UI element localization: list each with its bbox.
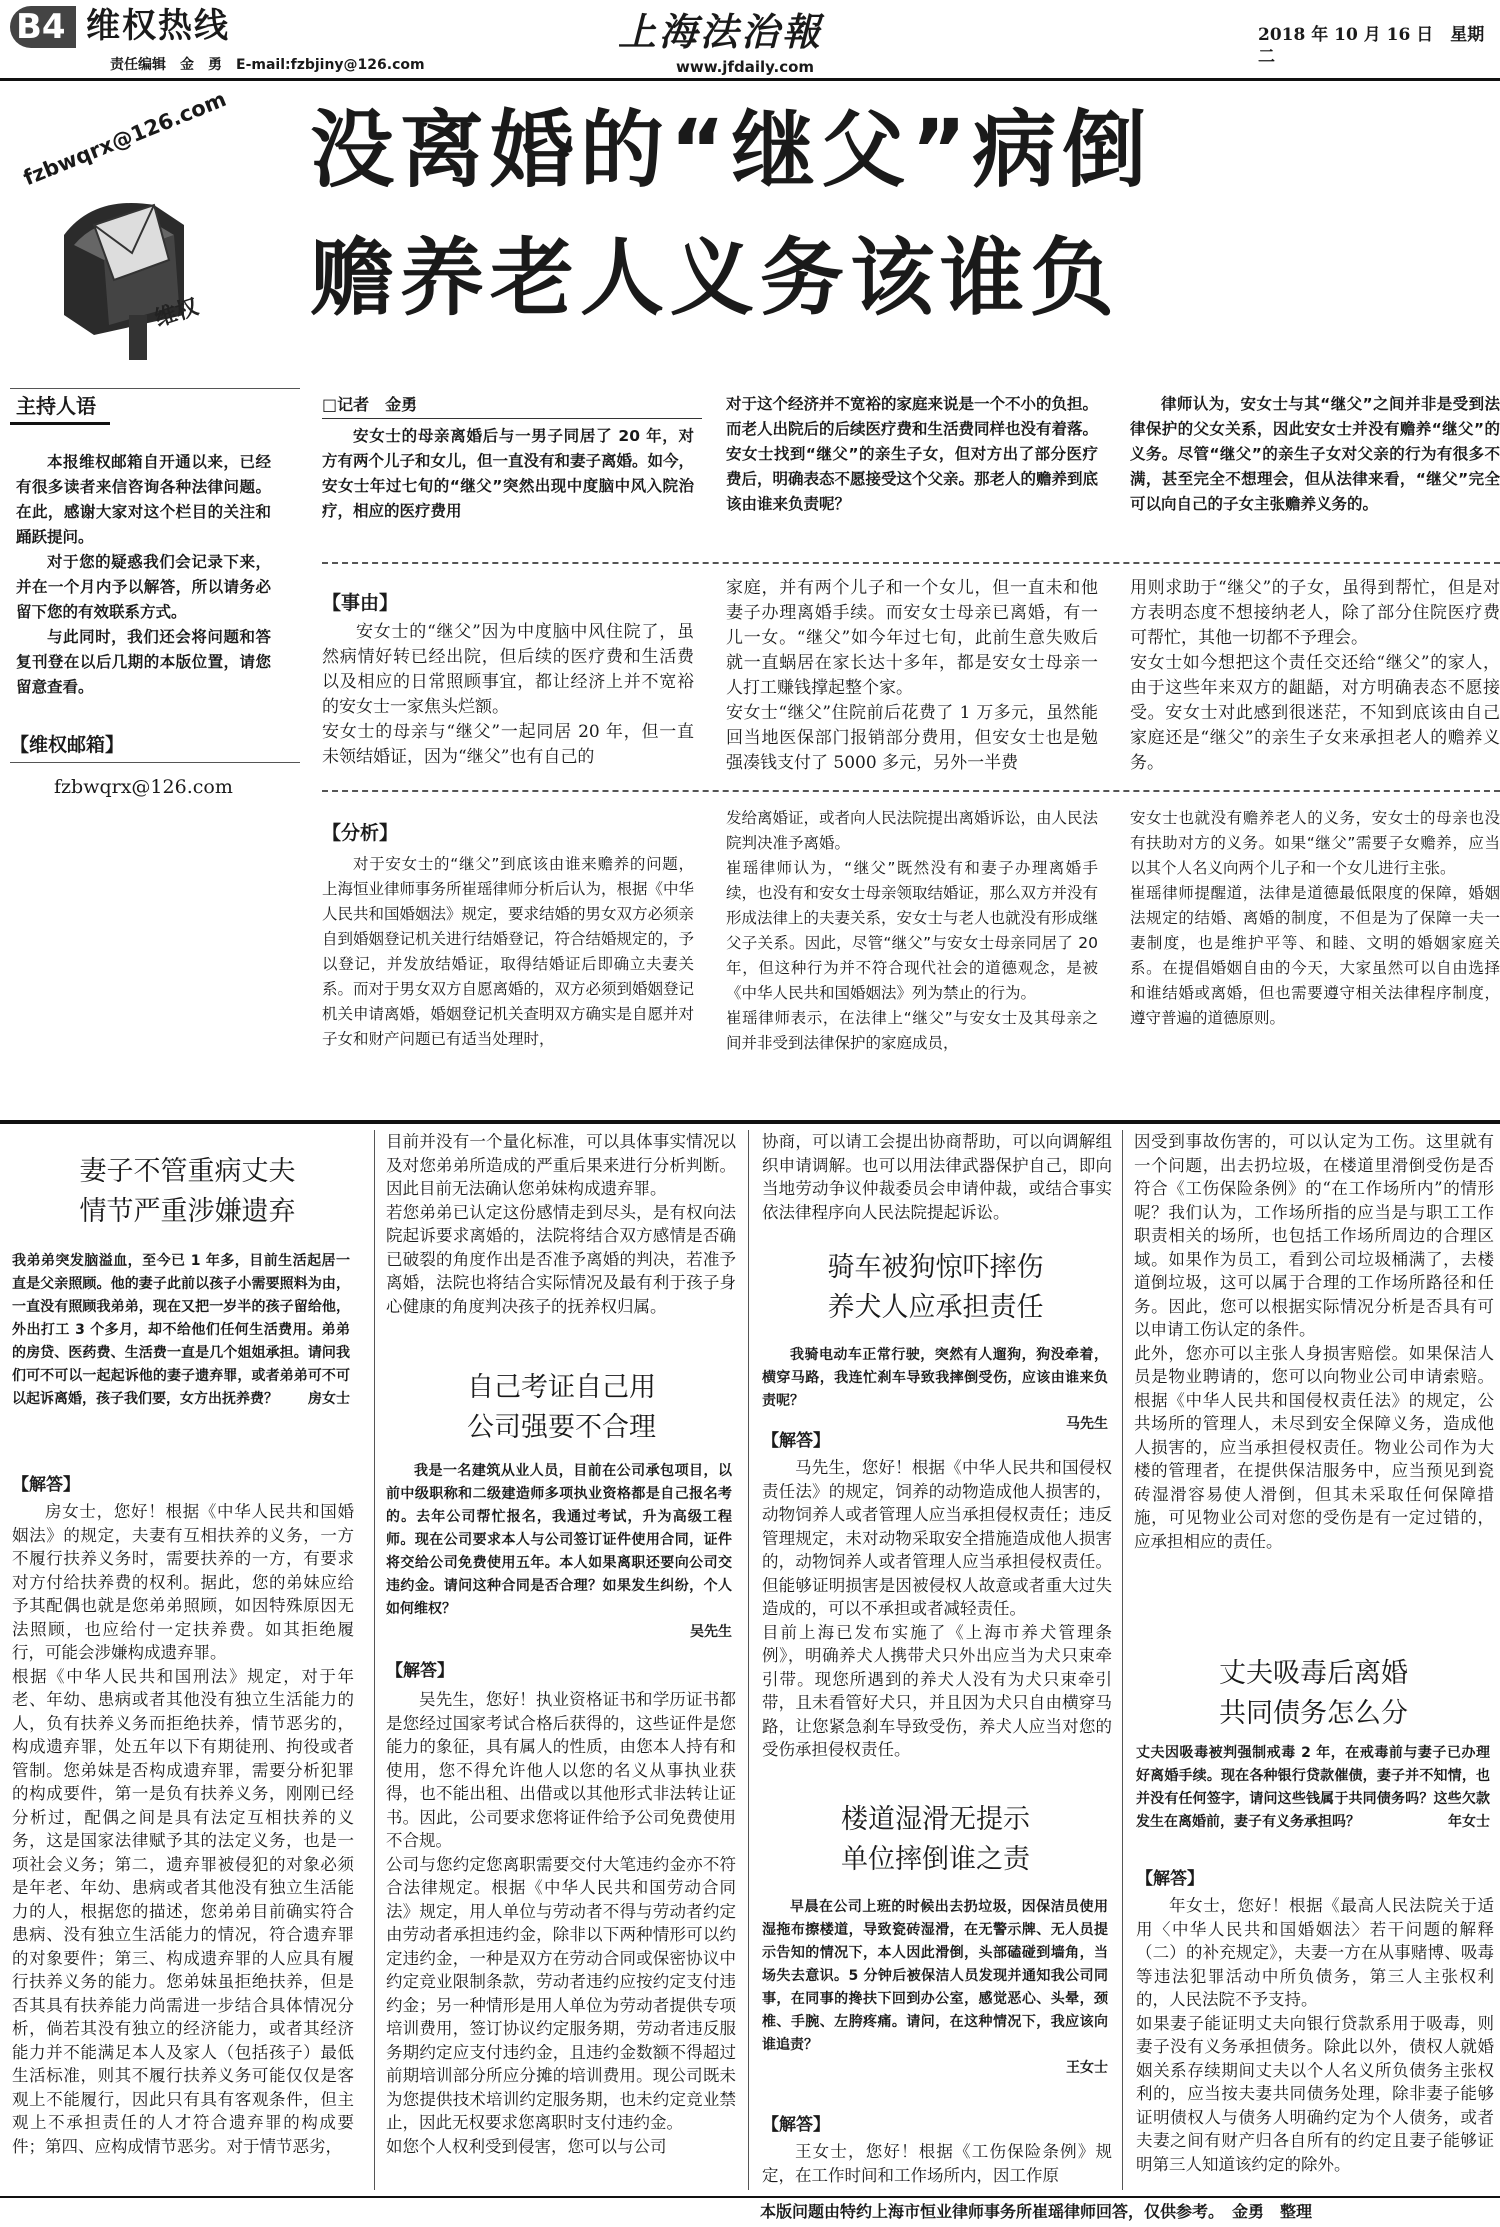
article3-question	[762, 1344, 1108, 1436]
article1-answer-label: 【解答】	[12, 1475, 80, 1495]
editor-line: 责任编辑 金 勇 E-mail:fzbjiny@126.com	[110, 57, 425, 73]
mailbox-email: fzbwqrx@126.com	[54, 776, 233, 798]
fenxi-col2	[726, 806, 1098, 1056]
host-p1: 本报维权邮箱自开通以来，已经有很多读者来信咨询各种法律问题。在此，感谢大家对这个栏目的关注和踊跃提问。	[16, 453, 271, 546]
article5-title: 丈夫吸毒后离婚 共同债务怎么分	[1219, 1658, 1408, 1729]
article2-answer-cont: 协商，可以请工会提出协商帮助，可以向调解组织申请调解。也可以用法律武器保护自己，即向当地劳动争议仲裁委员会申请仲裁，或结合事实依法律程序向人民法院提起诉讼。	[762, 1132, 1112, 1222]
article5-answer-label: 【解答】	[1136, 1869, 1204, 1889]
fenxi-col1-text: 对于安女士的“继父”到底该由谁来赡养的问题，上海恒业律师事务所崔瑶律师分析后认为，根据《中华人民共和国婚姻法》规定，要求结婚的男女双方必须亲自到婚姻登记机关进行结婚登记，符合结婚规定的，予以登记，并发放结婚证，取得结婚证后即确立夫妻关系。而对于男女双方自愿离婚的，双方必须到婚姻登记机关申请离婚，婚姻登记机关查明双方确实是自愿并对子女和财产问题已有适当处理时，	[322, 855, 695, 1048]
article3-signature: 马先生	[1066, 1416, 1108, 1432]
article1-question-text: 我弟弟突发脑溢血，至今已 1 年多，目前生活起居一直是父亲照顾。他的妻子此前以孩子小需要照料为由，一直没有照顾我弟弟，现在又把一岁半的孩子留给他，外出打工 3 个多月，却不给他们任何生活费用。弟弟的房贷、医药费、生活费一直是几个姐姐承担。请问我们可不可以一起起诉他的妻子遗弃罪，或者弟弟可不可以起诉离婚，孩子我们要，女方出抚养费？	[12, 1253, 350, 1407]
article1-question	[12, 1250, 350, 1411]
headline-line1: 没离婚的“继父”病倒	[310, 101, 1153, 199]
section-title: 维权热线	[86, 6, 230, 46]
mailbox-title-underline	[10, 762, 300, 763]
article1-answer-cont: 目前并没有一个量化标准，可以具体事实情况以及对您弟弟所造成的严重后果来进行分析判断。因此目前无法确认您弟妹构成遗弃罪。 若您弟弟已认定这份感情走到尽头，是有权向法院起诉要求离婚的，法院将结合双方感情是否确已破裂的角度作出是否准予离婚的判决，若准予离婚，法院也将结合实际情况及最有利于孩子身心健康的角度判决孩子的抚养权归属。	[386, 1132, 736, 1316]
article4-title: 楼道湿滑无提示 单位摔倒谁之责	[841, 1804, 1030, 1875]
shiyou-label: 【事由】	[322, 592, 399, 614]
article5-question	[1136, 1742, 1490, 1834]
article5-answer: 年女士，您好！根据《最高人民法院关于适用〈中华人民共和国婚姻法〉若干问题的解释（二）的补充规定》，夫妻一方在从事赌博、吸毒等违法犯罪活动中所负债务，第三人主张权利的，人民法院不予支持。 如果妻子能证明丈夫向银行贷款系用于吸毒，则妻子没有义务承担债务。除此以外，债权人就婚姻关系存续期间丈夫以个人名义所负债务主张权利的，应当按夫妻共同债务处理，除非妻子能够证明债权人与债务人明确约定为个人债务，或者夫妻之间有财产归各自所有的约定且妻子能够证明第三人知道该约定的除外。	[1136, 1896, 1494, 2174]
col-divider-3	[1122, 1130, 1123, 2190]
page-badge-text: B4	[16, 7, 66, 47]
article3-answer: 马先生，您好！根据《中华人民共和国侵权责任法》的规定，饲养的动物造成他人损害的，动物饲养人或者管理人应当承担侵权责任；违反管理规定，未对动物采取安全措施造成他人损害的，动物饲养人或者管理人应当承担侵权责任。但能够证明损害是因被侵权人故意或者重大过失造成的，可以不承担或者减轻责任。 目前上海已发布实施了《上海市养犬管理条例》，明确养犬人携带犬只外出应当为犬只束牵引带。现您所遇到的养犬人没有为犬只束牵引带，且未看管好犬只，并且因为犬只自由横穿马路，让您紧急刹车导致受伤，养犬人应当对您的受伤承担侵权责任。	[762, 1458, 1112, 1759]
article2-answer: 吴先生，您好！执业资格证书和学历证书都是您经过国家考试合格后获得的，这些证件是您能力的象征，具有属人的性质，由您本人持有和使用，您不得允许他人以您的名义从事执业获得，也不能出租、出借或以其他形式非法转让证书。因此，公司要求您将证件给予公司免费使用不合规。 公司与您约定您离职需要交付大笔违约金亦不符合法律规定。根据《中华人民共和国劳动合同法》规定，用人单位与劳动者不得与劳动者约定由劳动者承担违约金，除非以下两种情形可以约定违约金，一种是双方在劳动合同或保密协议中约定竞业限制条款，劳动者违约应按约定支付违约金；另一种情形是用人单位为劳动者提供专项培训费用，签订协议约定服务期，劳动者违反服务期约定应支付违约金，且违约金数额不得超过前期培训部分所应分摊的培训费用。现公司既未为您提供技术培训约定服务期，也未约定竞业禁止，因此无权要求您离职时支付违约金。 如您个人权利受到侵害，您可以与公司	[386, 1690, 736, 2156]
host-title-underline	[10, 422, 110, 425]
host-title: 主持人语	[16, 394, 96, 418]
fenxi-col3-text: 安女士也就没有赡养老人的义务，安女士的母亲也没有扶助对方的义务。如果“继父”需要子女赡养，应当以其个人名义向两个儿子和一个女儿进行主张。 崔瑶律师提醒道，法律是道德最低限度的保障，婚姻法规定的结婚、离婚的制度，不但是为了保障一夫一妻制度，也是维护平等、和睦、文明的婚姻家庭关系。在提倡婚姻自由的今天，大家虽然可以自由选择和谁结婚或离婚，但也需要遵守相关法律程序制度，遵守普遍的道德原则。	[1130, 809, 1500, 1027]
mailbox-title: 【维权邮箱】	[10, 734, 125, 756]
article4-question	[762, 1896, 1108, 2080]
host-p3: 与此同时，我们还会将问题和答复刊登在以后几期的本版位置，请您留意查看。	[16, 628, 271, 696]
shiyou-col3-text: 用则求助于“继父”的子女，虽得到帮忙，但是对方表明态度不想接纳老人，除了部分住院医疗费可帮忙，其他一切都不予理会。 安女士如今想把这个责任交还给“继父”的家人，由于这些年来双方的龃龉，对方明确表态不愿接受。安女士对此感到很迷茫，不知到底该由自己家庭还是“继父”的亲生子女来承担老人的赡养义务。	[1130, 578, 1500, 773]
host-top-rule	[10, 388, 300, 389]
mailbox-email-text: fzbwqrx@126.com	[20, 86, 230, 191]
article3-title: 骑车被狗惊吓摔伤 养犬人应承担责任	[827, 1252, 1044, 1323]
article1-answer: 房女士，您好！根据《中华人民共和国婚姻法》的规定，夫妻有互相扶养的义务，一方不履行扶养义务时，需要扶养的一方，有要求对方付给扶养费的权利。据此，您的弟妹应给予其配偶也就是您弟弟照顾，如因特殊原因无法照顾，也应给付一定扶养费。如其拒绝履行，可能会涉嫌构成遗弃罪。 根据《中华人民共和国刑法》规定，对于年老、年幼、患病或者其他没有独立生活能力的人，负有扶养义务而拒绝扶养，情节恶劣的，构成遗弃罪，处五年以下有期徒刑、拘役或者管制。您弟妹是否构成遗弃罪，需要分析犯罪的构成要件，第一是负有扶养义务，刚刚已经分析过，配偶之间是具有法定互相扶养的义务，这是国家法律赋予其的法定义务，也是一项社会义务；第二，遗弃罪被侵犯的对象必须是年老、年幼、患病或者其他没有独立生活能力的人，根据您的描述，您弟弟目前确实符合患病、没有独立生活能力的情况，符合遗弃罪的对象要件；第三、构成遗弃罪的人应具有履行扶养义务的能力。您弟妹虽拒绝扶养，但是否其具有扶养能力尚需进一步结合具体情况分析，倘若其没有独立的经济能力，或者其经济能力并不能满足本人及家人（包括孩子）最低生活标准，则其不履行扶养义务可能仅仅是客观上不能履行，因此只有具有客观条件，但主观上不承担责任的人才符合遗弃罪的构成要件；第四、应构成情节恶劣。对于情节恶劣，	[12, 1502, 354, 2156]
footer-note: 本版问题由特约上海市恒业律师事务所崔瑶律师回答，仅供参考。 金勇 整理	[760, 2202, 1313, 2221]
article2-title: 自己考证自己用 公司强要不合理	[467, 1372, 656, 1443]
article4-answer-cont: 因受到事故伤害的，可以认定为工伤。这里就有一个问题，出去扔垃圾，在楼道里滑倒受伤是否符合《工伤保险条例》的“在工作场所内”的情形呢？我们认为，工作场所指的应当是与职工工作职责相关的场所，也包括工作场所周边的合理区域。如果作为员工，看到公司垃圾桶满了，去楼道倒垃圾，这可以属于合理的工作场所路径和任务。因此，您可以根据实际情况分析是否具有可以申请工伤认定的条件。 此外，您亦可以主张人身损害赔偿。如果保洁人员是物业聘请的，您可以向物业公司申请索赔。根据《中华人民共和国侵权责任法》的规定，公共场所的管理人，未尽到安全保障义务，造成他人损害的，应当承担侵权责任。物业公司作为大楼的管理者，在提供保洁服务中，应当预见到瓷砖湿滑容易使人滑倒，但其未采取任何保障措施，可见物业公司对您的受伤是有一定过错的，应承担相应的责任。	[1134, 1132, 1494, 1551]
issue-date: 2018 年 10 月 16 日 星期二	[1258, 25, 1485, 67]
article5-signature: 年女士	[1448, 1814, 1490, 1830]
byline-rule	[322, 418, 702, 419]
main-divider	[0, 1120, 1500, 1124]
article2-signature: 吴先生	[690, 1624, 732, 1640]
lead-col1: 安女士的母亲离婚后与一男子同居了 20 年，对方有两个儿子和女儿，但一直没有和妻子离婚。如今，安女士年过七旬的“继父”突然出现中度脑中风入院治疗，相应的医疗费用	[322, 427, 695, 520]
fenxi-col1	[322, 852, 694, 1052]
fenxi-label: 【分析】	[322, 822, 399, 844]
col-divider-2	[748, 1130, 749, 2190]
shiyou-divider	[322, 790, 1500, 792]
fenxi-col3	[1130, 806, 1500, 1031]
lead-col2: 对于这个经济并不宽裕的家庭来说是一个不小的负担。而老人出院后的后续医疗费和生活费同样也没有着落。安女士找到“继父”的亲生子女，但对方出了部分医疗费后，明确表态不愿接受这个父亲。那老人的赡养到底该由谁来负责呢？	[726, 395, 1099, 513]
page-badge	[10, 6, 76, 48]
col-divider-1	[374, 1130, 375, 2190]
shiyou-col3	[1130, 576, 1500, 776]
mailbox-icon	[34, 165, 234, 365]
byline: □记者 金勇	[322, 395, 418, 414]
article5-question-text: 丈夫因吸毒被判强制戒毒 2 年，在戒毒前与妻子已办理好离婚手续。现在各种银行贷款催债，妻子并不知情，也并没有任何签字，请问这些钱属于共同债务吗？这些欠款发生在离婚前，妻子有义务承担吗？	[1136, 1745, 1490, 1830]
shiyou-col2	[726, 576, 1098, 776]
lead-divider	[322, 562, 1500, 564]
article2-answer-label: 【解答】	[386, 1661, 454, 1681]
article4-signature: 王女士	[1066, 2060, 1108, 2076]
mailbox-label: 维权	[151, 294, 202, 333]
article2-question	[386, 1460, 732, 1644]
website: www.jfdaily.com	[676, 58, 815, 76]
footer-rule	[0, 2196, 1500, 2198]
article1-signature: 房女士	[308, 1391, 350, 1407]
article3-answer-label: 【解答】	[762, 1431, 830, 1451]
paper-name: 上海法治報	[618, 9, 824, 54]
host-p2: 对于您的疑惑我们会记录下来，并在一个月内予以解答，所以请务必留下您的有效联系方式。	[16, 553, 271, 621]
article2-question-text: 我是一名建筑从业人员，目前在公司承包项目，以前中级职称和二级建造师多项执业资格都是自己报名考的。去年公司帮忙报名，我通过考试，升为高级工程师。现在公司要求本人与公司签订证件使用合同，证件将交给公司免费使用五年。本人如果离职还要向公司交违约金。请问这种合同是否合理？如果发生纠纷，个人如何维权？	[386, 1463, 732, 1617]
article4-answer-label: 【解答】	[762, 2115, 830, 2135]
article3-question-text: 我骑电动车正常行驶，突然有人遛狗，狗没牵着，横穿马路，我连忙刹车导致我摔倒受伤，应该由谁来负责呢？	[762, 1347, 1108, 1409]
host-paragraphs	[16, 450, 271, 700]
shiyou-col1	[322, 620, 694, 770]
article4-answer: 王女士，您好！根据《工伤保险条例》规定，在工作时间和工作场所内，因工作原	[762, 2142, 1112, 2185]
lead-col3: 律师认为，安女士与其“继父”之间并非是受到法律保护的父女关系，因此安女士并没有赡养“继父”的义务。尽管“继父”的亲生子女对父亲的行为有很多不满，甚至完全不想理会，但从法律来看，“继父”完全可以向自己的子女主张赡养义务的。	[1130, 395, 1500, 513]
shiyou-col2-text: 家庭，并有两个儿子和一个女儿，但一直未和他妻子办理离婚手续。而安女士母亲已离婚，有一儿一女。“继父”如今年过七旬，此前生意失败后就一直蜗居在家长达十多年，都是安女士母亲一人打工赚钱撑起整个家。 安女士“继父”住院前后花费了 1 万多元，虽然能回当地医保部门报销部分费用，但安女士也是勉强凑钱支付了 5000 多元，另外一半费	[726, 578, 1098, 773]
masthead-rule	[0, 78, 1500, 81]
article4-question-text: 早晨在公司上班的时候出去扔垃圾，因保洁员使用湿拖布擦楼道，导致瓷砖湿滑，在无警示牌、无人员提示告知的情况下，本人因此滑倒，头部磕碰到墙角，当场失去意识。5 分钟后被保洁人员发现并通知我公司同事，在同事的搀扶下回到办公室，感觉恶心、头晕，颈椎、手腕、左胯疼痛。请问，在这种情况下，我应该向谁追责？	[762, 1899, 1108, 2053]
mailbox-logo	[14, 86, 254, 370]
article1-title: 妻子不管重病丈夫 情节严重涉嫌遗弃	[79, 1156, 296, 1227]
fenxi-col2-text: 发给离婚证，或者向人民法院提出离婚诉讼，由人民法院判决准予离婚。 崔瑶律师认为，“继父”既然没有和妻子办理离婚手续，也没有和安女士母亲领取结婚证，那么双方并没有形成法律上的夫妻关系，安女士与老人也就没有形成继父子关系。因此，尽管“继父”与安女士母亲同居了 20 年，但这种行为并不符合现代社会的道德观念，是被《中华人民共和国婚姻法》列为禁止的行为。 崔瑶律师表示，在法律上“继父”与安女士及其母亲之间并非受到法律保护的家庭成员，	[726, 809, 1099, 1052]
headline-line2: 赡养老人义务该谁负	[310, 229, 1121, 327]
shiyou-col1-text: 安女士的“继父”因为中度脑中风住院了，虽然病情好转已经出院，但后续的医疗费和生活费以及相应的日常照顾事宜，都让经济上并不宽裕的安女士一家焦头烂额。 安女士的母亲与“继父”一起同居 20 年，但一直未领结婚证，因为“继父”也有自己的	[322, 622, 694, 767]
